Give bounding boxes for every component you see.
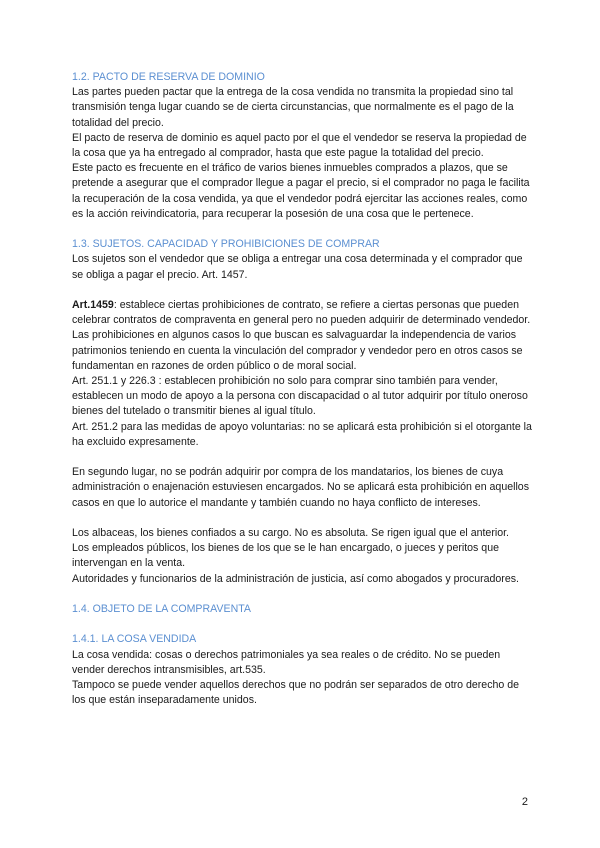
paragraph: Art. 251.2 para las medidas de apoyo voluntarias: no se aplicará esta prohibición si el otorgante la ha excluido expresamente. bbox=[72, 420, 532, 448]
paragraph: En segundo lugar, no se podrán adquirir por compra de los mandatarios, los bienes de cuya administración o enajenación estuviesen encargados. No se aplicará esta prohibición en aquellos casos en que lo autorice el mandante y también cuando no haya conflicto de intereses. bbox=[72, 466, 529, 509]
section-heading-1-4: 1.4. OBJETO DE LA COMPRAVENTA bbox=[72, 603, 251, 616]
page-number: 2 bbox=[521, 796, 528, 808]
paragraph: La cosa vendida: cosas o derechos patrimoniales ya sea reales o de crédito. No se pueden vender derechos intransmisibles, art.535. bbox=[72, 648, 501, 676]
paragraph: Este pacto es frecuente en el tráfico de varios bienes inmuebles comprados a plazos, que se pretende a asegurar que el comprador llegue a pagar el precio, si el comprador no paga le facilita la recuperación de la cosa vendida, ya que el vendedor podrá ejercitar las acciones reales, como es la acción reivindicatoria, para recuperar la posesión de una cosa que le pertenece. bbox=[72, 162, 530, 220]
section-heading-1-3: 1.3. SUJETOS. CAPACIDAD Y PROHIBICIONES DE COMPRAR bbox=[72, 238, 380, 251]
section-heading-1-2: 1.2. PACTO DE RESERVA DE DOMINIO bbox=[72, 71, 265, 83]
paragraph: Los albaceas, los bienes confiados a su cargo. No es absoluta. Se rigen igual que el anterior. bbox=[72, 527, 509, 540]
paragraph: Art. 251.1 y 226.3 : establecen prohibición no solo para comprar sino también para vender, establecen un modo de apoyo a la persona con discapacidad o al tutor adquirir por título oneroso bienes del tutelado o transmitir bienes al igual título. bbox=[72, 375, 528, 418]
article-text: : establece ciertas prohibiciones de contrato, se refiere a ciertas personas que pueden celebrar contratos de compraventa en general pero no pueden adquirir de determinado vendedor. bbox=[72, 299, 531, 327]
paragraph: Autoridades y funcionarios de la administración de justicia, así como abogados y procuradores. bbox=[72, 572, 519, 585]
paragraph: Los sujetos son el vendedor que se obliga a entregar una cosa determinada y el comprador que se obliga a pagar el precio. Art. 1457. bbox=[72, 253, 523, 281]
page-content bbox=[72, 70, 532, 708]
article-label: Art.1459 bbox=[72, 299, 114, 312]
paragraph: El pacto de reserva de dominio es aquel pacto por el que el vendedor se reserva la propiedad de la cosa que ya ha entregado al comprador, hasta que este pague la totalidad del precio. bbox=[72, 131, 527, 160]
paragraph: Tampoco se puede vender aquellos derechos que no podrán ser separados de otro derecho de los que están inseparadamente unidos. bbox=[72, 679, 520, 707]
subsection-heading-1-4-1: 1.4.1. LA COSA VENDIDA bbox=[72, 633, 197, 646]
paragraph: Las prohibiciones en algunos casos lo que buscan es salvaguardar la independencia de varios patrimonios teniendo en cuenta la vinculación del comprador y vendedor pero en otros casos se fundamentan en razones de orden público o de moral social. bbox=[72, 329, 523, 372]
paragraph: Las partes pueden pactar que la entrega de la cosa vendida no transmita la propiedad sino tal transmisión tenga lugar cuando se de cierta circunstancias, que normalmente es el pago de la totalidad del precio. bbox=[72, 86, 514, 129]
paragraph: Los empleados públicos, los bienes de los que se le han encargado, o jueces y peritos que intervengan en la venta. bbox=[72, 542, 499, 570]
article-paragraph bbox=[72, 298, 532, 328]
